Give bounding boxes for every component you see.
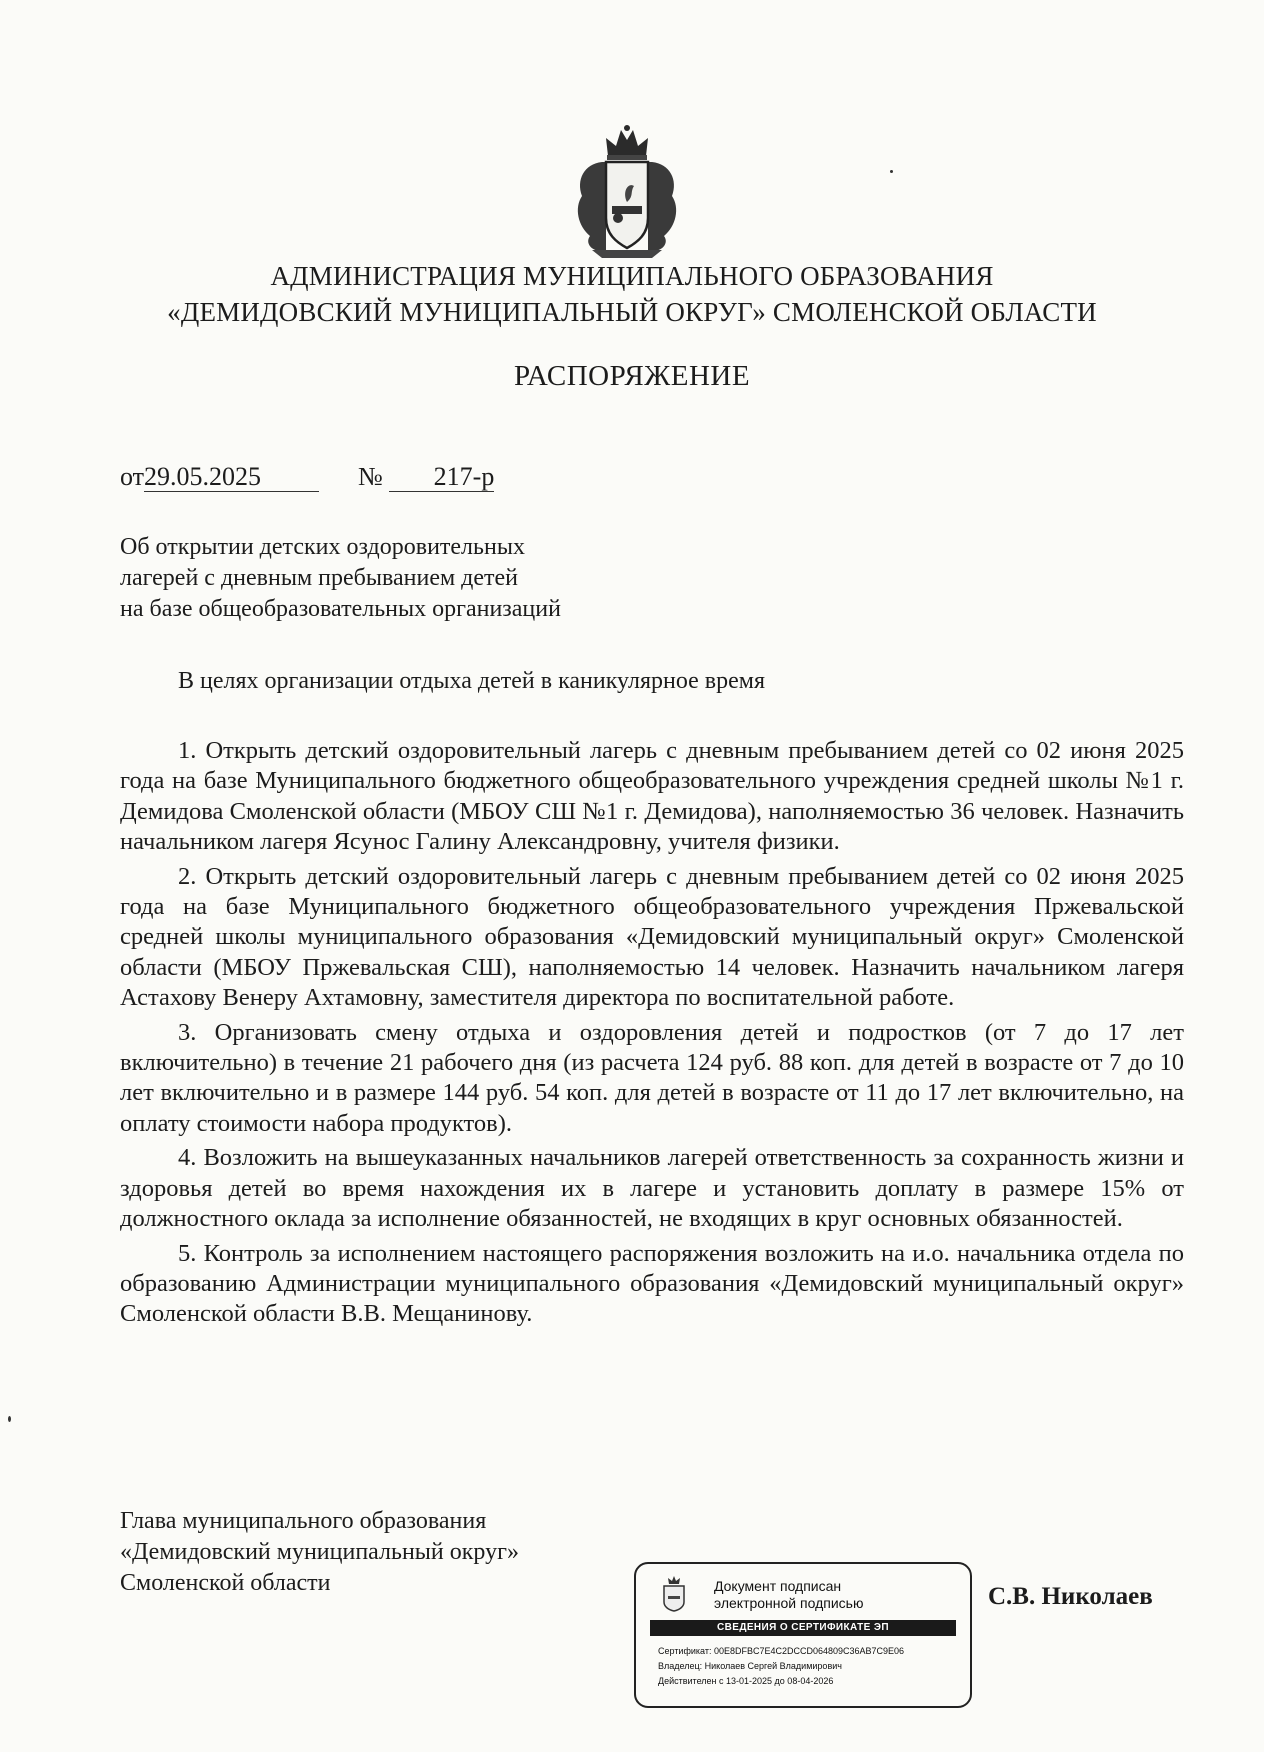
stamp-certificate-header: СВЕДЕНИЯ О СЕРТИФИКАТЕ ЭП bbox=[650, 1620, 956, 1636]
order-item-4: 4. Возложить на вышеуказанных начальников лагерей ответственность за сохранность жизни и здоровья детей во время нахождения их в лагере и установить доплату в размере 15% от должностного оклада за исполнение обязанностей, не входящих в круг основных обязанностей. bbox=[120, 1144, 1184, 1233]
signer-role-line-1: Глава муниципального образования bbox=[120, 1508, 487, 1534]
stamp-title bbox=[714, 1578, 863, 1612]
order-item-1: 1. Открыть детский оздоровительный лагерь с дневным пребыванием детей со 02 июня 2025 года на базе Муниципального бюджетного общеобразовательного учреждения средней школы №1 г. Демидова Смоленской области (МБОУ СШ №1 г. Демидова), наполняемостью 36 человек. Назначить начальником лагеря Ясунос Галину Александровну, учителя физики. bbox=[120, 737, 1184, 856]
certificate-serial: Сертификат: 00E8DFBC7E4C2DCCD064809C36AB7C9E06 bbox=[658, 1646, 905, 1656]
subject-line-2: лагерей с дневным пребыванием детей bbox=[120, 565, 519, 591]
org-line-1: АДМИНИСТРАЦИЯ МУНИЦИПАЛЬНОГО ОБРАЗОВАНИЯ bbox=[270, 261, 994, 291]
signer-role-line-2: «Демидовский муниципальный округ» bbox=[120, 1539, 519, 1565]
electronic-signature-stamp bbox=[634, 1562, 972, 1708]
signer-role-line-3: Смоленской области bbox=[120, 1570, 331, 1596]
document-number: 217-р bbox=[389, 463, 494, 492]
signer-position bbox=[120, 1506, 519, 1599]
order-items bbox=[120, 736, 1184, 1334]
stamp-title-line-2: электронной подписью bbox=[714, 1595, 864, 1611]
scan-speck bbox=[890, 170, 893, 173]
stamp-certificate-info bbox=[658, 1644, 904, 1689]
stamp-title-line-1: Документ подписан bbox=[714, 1578, 842, 1594]
date-prefix: от bbox=[120, 462, 145, 491]
stamp-emblem-icon bbox=[660, 1576, 688, 1612]
document-date: 29.05.2025 bbox=[144, 463, 319, 492]
document-subject bbox=[120, 532, 561, 625]
org-line-2: «ДЕМИДОВСКИЙ МУНИЦИПАЛЬНЫЙ ОКРУГ» СМОЛЕНСКОЙ ОБЛАСТИ bbox=[167, 297, 1097, 327]
scan-speck bbox=[8, 1416, 11, 1422]
subject-line-1: Об открытии детских оздоровительных bbox=[120, 534, 525, 560]
order-item-5: 5. Контроль за исполнением настоящего распоряжения возложить на и.о. начальника отдела по образованию Администрации муниципального образования «Демидовский муниципальный округ» Смоленской области В.В. Мещанинову. bbox=[120, 1239, 1184, 1328]
document-type-title: РАСПОРЯЖЕНИЕ bbox=[513, 360, 751, 392]
order-item-2: 2. Открыть детский оздоровительный лагерь с дневным пребыванием детей со 02 июня 2025 года на базе Муниципального бюджетного общеобразовательного учреждения Пржевальской средней школы муниципального образования «Демидовский муниципальный округ» Смоленской области (МБОУ Пржевальская СШ), наполняемостью 14 человек. Назначить начальником лагеря Астахову Венеру Ахтамовну, заместителя директора по воспитательной работе. bbox=[120, 862, 1184, 1012]
preamble: В целях организации отдыха детей в каникулярное время bbox=[178, 668, 765, 694]
coat-of-arms-emblem bbox=[572, 122, 682, 260]
number-sign: № bbox=[358, 462, 383, 491]
registration-line bbox=[120, 462, 494, 492]
order-item-3: 3. Организовать смену отдыха и оздоровления детей и подростков (от 7 до 17 лет включительно) в течение 21 рабочего дня (из расчета 124 руб. 88 коп. для детей в возрасте от 7 до 10 лет включительно и в размере 144 руб. 54 коп. для детей в возрасте от 11 до 17 лет включительно, на оплату стоимости набора продуктов). bbox=[120, 1018, 1184, 1137]
organization-header bbox=[100, 258, 1164, 330]
certificate-owner: Владелец: Николаев Сергей Владимирович bbox=[658, 1661, 842, 1671]
signer-name: С.В. Николаев bbox=[988, 1583, 1153, 1610]
certificate-validity: Действителен с 13-01-2025 до 08-04-2026 bbox=[658, 1676, 834, 1686]
subject-line-3: на базе общеобразовательных организаций bbox=[120, 596, 561, 622]
